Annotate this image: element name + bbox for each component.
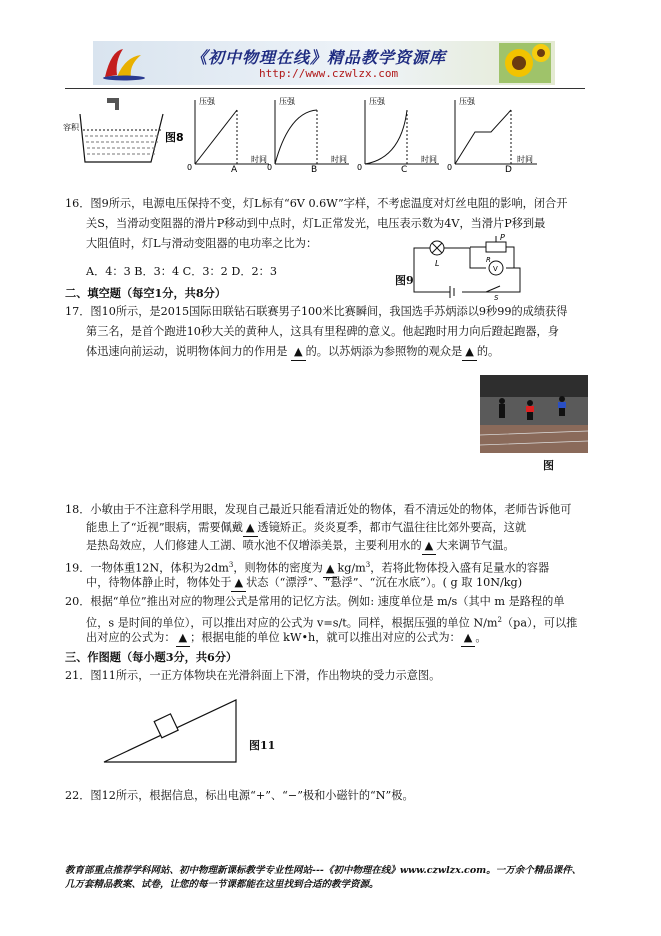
q18-blank-2[interactable]: ▲ [422, 538, 437, 555]
graph-c-origin: 0 [357, 163, 363, 172]
graph-d-letter: D [505, 165, 512, 175]
label-r: R [486, 256, 491, 264]
q16-line3: 大阻值时，灯L与滑动变阻器的电功率之比为： [86, 237, 318, 250]
graph-a-origin: 0 [187, 163, 193, 172]
q18-blank-1[interactable]: ▲ [243, 520, 258, 537]
graph-c [357, 96, 439, 175]
section-3-heading: 三、作图题（每小题3分，共6分） [65, 650, 238, 664]
rheostat-icon [486, 242, 506, 252]
graph-b [267, 96, 349, 175]
site-logo-icon [101, 45, 147, 81]
q19-blank-2[interactable]: ▲ [231, 575, 246, 592]
graph-a [187, 96, 269, 175]
graph-b-xlabel: 时间 [331, 155, 347, 164]
graph-b-letter: B [311, 165, 318, 175]
figure-8 [63, 92, 595, 175]
header-banner [93, 41, 555, 85]
label-s: S [494, 294, 499, 302]
graph-a-ylabel: 压强 [199, 97, 215, 106]
q17-line2: 第三名，是首个跑进10秒大关的黄种人，这具有里程碑的意义。他起跑时用力向后蹬起跑器，身 [86, 325, 559, 338]
graph-c-xlabel: 时间 [421, 155, 437, 164]
fig10-race-photo [480, 375, 588, 453]
q16-line1: 16．图9所示，电源电压保持不变，灯L标有“6V 0.6W”字样，不考虑温度对灯丝电阻的影响，闭合开 [65, 197, 568, 210]
q19-line2: 中，待物体静止时，物体处于 ▲ 状态（“漂浮”、“悬浮”、“沉在水底”）。( g 取 10N/kg) [86, 575, 616, 592]
fig10-label: 图 [543, 459, 554, 472]
q21-line1: 21．图11所示，一正方体物块在光滑斜面上下滑，作出物块的受力示意图。 [65, 669, 441, 682]
q16-line2: 关S，当滑动变阻器的滑片P移动到中点时，灯L正常发光，电压表示数为4V，当滑片P移到最 [86, 217, 546, 230]
graph-c-ylabel: 压强 [369, 97, 385, 106]
fig11-label: 图11 [249, 739, 276, 752]
q20-blank-1[interactable]: ▲ [176, 630, 191, 647]
graph-a-xlabel: 时间 [251, 155, 267, 164]
graph-d-xlabel: 时间 [517, 155, 533, 164]
label-v: V [493, 265, 498, 273]
section-2-heading: 二、填空题（每空1分，共8分） [65, 286, 227, 300]
graph-d [447, 96, 537, 175]
graph-d-ylabel: 压强 [459, 97, 475, 106]
graph-a-letter: A [231, 165, 238, 175]
figure-11-incline [100, 696, 240, 768]
graph-c-letter: C [401, 165, 408, 175]
q18-line1: 18．小敏由于不注意科学用眼，发现自己最近只能看清近处的物体，看不清远处的物体，老师告诉他可 [65, 503, 572, 516]
q18-line3: 是热岛效应，人们修建人工湖、喷水池不仅增添美景，主要利用水的 ▲ 大来调节气温。 [86, 538, 616, 555]
footer-line1: 教育部重点推荐学科网站、初中物理新课标教学专业性网站---《初中物理在线》www.czwlzx.com。一万余个精品课件、 [65, 865, 582, 876]
q20-line2: 位，s 是时间的单位），可以推出对应的公式为 v=s/t。同样，根据压强的单位 $N/m^2(pa)$，可以推 [86, 616, 578, 630]
q17-line3: 体迅速向前运动，说明物体间力的作用是 ▲ 的。以苏炳添为参照物的观众是 ▲ 的。 [86, 344, 616, 361]
graph-d-origin: 0 [447, 163, 453, 172]
q20-blank-2[interactable]: ▲ [461, 630, 476, 647]
q17-blank-2[interactable]: ▲ [462, 344, 477, 361]
fig8-label: 图8 [165, 131, 184, 144]
label-l: L [435, 259, 440, 268]
sunflower-icon [499, 43, 551, 83]
q16-options: A．4：3 B．3：4 C．3：2 D．2：3 [86, 265, 277, 278]
banner-title: 《初中物理在线》精品教学资源库 [191, 48, 447, 67]
q22-line1: 22．图12所示，根据信息，标出电源“+”、“−”极和小磁针的“N”极。 [65, 789, 414, 802]
water-tank-diagram [63, 98, 163, 162]
graph-b-origin: 0 [267, 163, 273, 172]
graph-b-ylabel: 压强 [279, 97, 295, 106]
q19-blank-1[interactable]: ▲ [323, 561, 338, 578]
q17-blank-1[interactable]: ▲ [291, 344, 306, 361]
fig9-label: 图9 [395, 274, 414, 287]
banner-url[interactable]: http://www.czwlzx.com [259, 67, 399, 80]
header-rule [65, 88, 585, 89]
label-p: P [500, 233, 505, 242]
q17-line1: 17．图10所示，是2015国际田联钻石联赛男子100米比赛瞬间，我国选手苏炳添以9秒99的成绩获得 [65, 305, 568, 318]
q19-line1: 19．一物体重12N，体积为$2dm^3$，则物体的密度为 ▲ $kg/m^3$，若将此物体投入盛有足量水的容器 [65, 557, 595, 578]
footer-line2: 几万套精品教案、试卷，让您的每一节课都能在这里找到合适的教学资源。 [65, 879, 379, 890]
q20-line1: 20．根据“单位”推出对应的物理公式是常用的记忆方法。例如: 速度单位是 m/s（其中 m 是路程的单 [65, 595, 565, 608]
q18-line2: 能患上了“近视”眼病，需要佩戴 ▲ 透镜矫正。炎炎夏季，都市气温往往比郊外要高，这就 [86, 520, 616, 537]
tank-label: 容积 [63, 123, 79, 132]
q20-line3: 出对应的公式为： ▲ ；根据电能的单位 kW•h，就可以推出对应的公式为： ▲ 。 [86, 630, 616, 647]
